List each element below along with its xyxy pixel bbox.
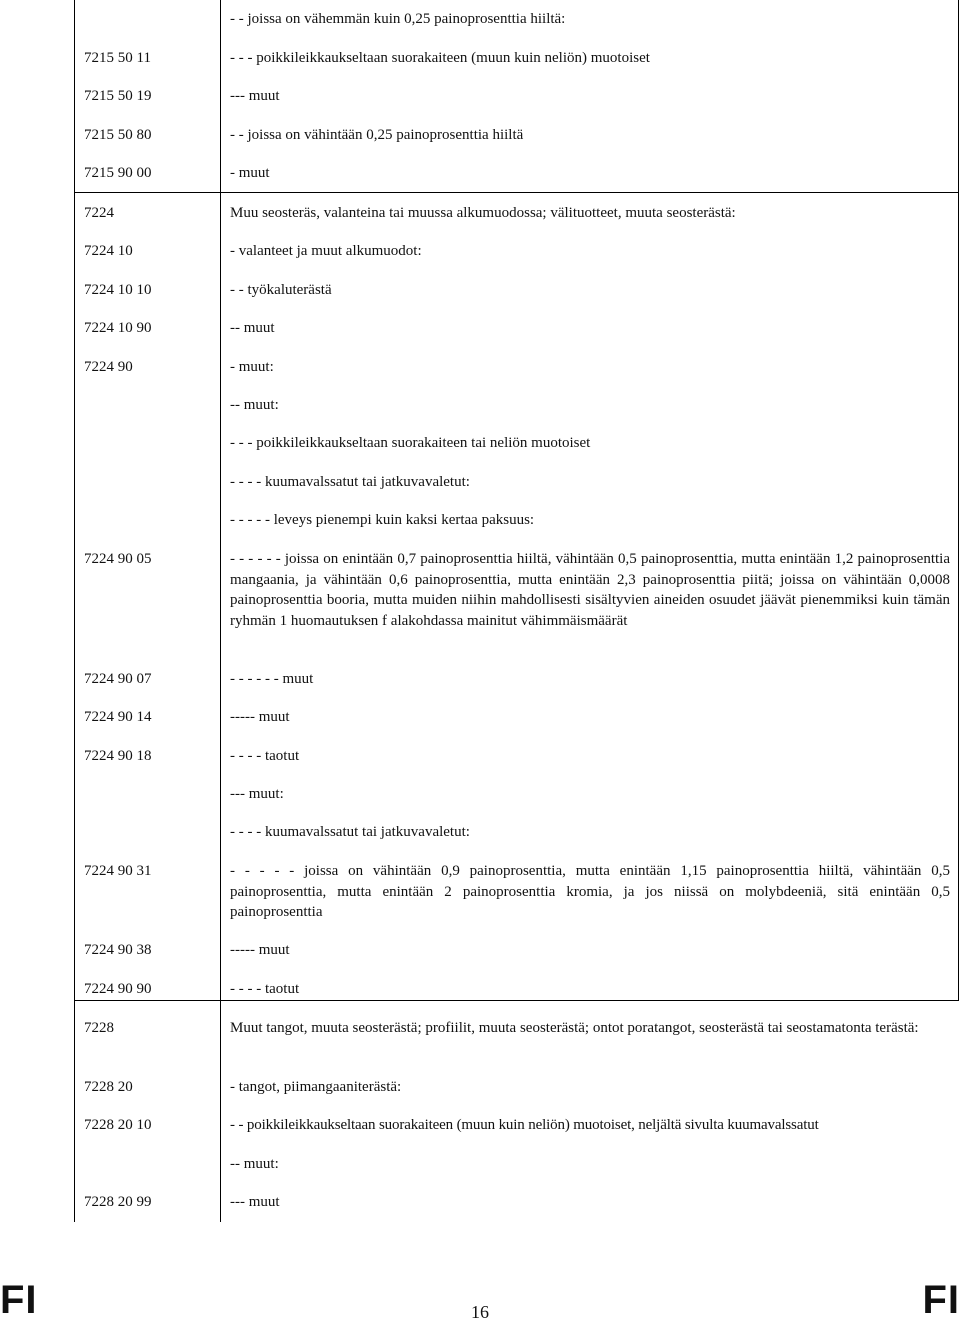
table-left-border (74, 0, 75, 1222)
cn-code: 7224 90 05 (84, 551, 152, 567)
description: - muut: (230, 359, 274, 375)
cn-code: 7215 50 11 (84, 50, 151, 66)
description: -- muut: (230, 397, 279, 413)
description: - - - - - leveys pienempi kuin kaksi kertaa paksuus: (230, 512, 535, 528)
cn-code: 7224 90 38 (84, 942, 152, 958)
description: - - työkaluterästä (230, 282, 332, 298)
cn-code: 7228 20 (84, 1079, 133, 1095)
description: Muut tangot, muuta seosterästä; profiilit, muuta seosterästä; ontot poratangot, seosterästä tai seostamatonta terästä: (230, 1020, 919, 1036)
description: - - - - - - joissa on enintään 0,7 painoprosenttia hiiltä, vähintään 0,5 painoprosenttia, mutta enintään 1,2 painoprosenttia mangaania, ja vähintään 0,6 painoprosenttia, mutta enintään 2,3 painoprosenttia piitä; joissa on vähintään 0,0008 painoprosenttia booria, mutta muiden niihin mahdollisesti sisältyvien aineiden osuudet jäävät pienemmiksi kuin tämän ryhmän 1 huomautuksen f alakohdassa mainitut vähimmäismäärät (230, 551, 950, 629)
cn-code: 7224 90 18 (84, 748, 152, 764)
cn-code: 7224 90 90 (84, 981, 152, 997)
description: --- muut (230, 88, 280, 104)
language-mark-left: FI (0, 1278, 38, 1322)
description: ----- muut (230, 709, 290, 725)
description: - - - - taotut (230, 981, 300, 997)
description: - - - - taotut (230, 748, 300, 764)
cn-code: 7215 90 00 (84, 165, 152, 181)
description: Muu seosteräs, valanteina tai muussa alkumuodossa; välituotteet, muuta seosterästä: (230, 205, 736, 221)
table-right-border (958, 0, 959, 1001)
table-row-divider (74, 1000, 959, 1001)
description: -- muut: (230, 1156, 279, 1172)
cn-code: 7224 90 31 (84, 863, 152, 879)
cn-code: 7224 (84, 205, 114, 221)
table-row-divider (74, 192, 959, 193)
description: - - - - - joissa on vähintään 0,9 painoprosenttia, mutta enintään 1,15 painoprosenttia hiiltä, vähintään 0,5 painoprosenttia, mutta enintään 2 painoprosenttia kromia, ja jos niissä on molybdeeniä, sitä enintään 0,5 painoprosenttia (230, 863, 950, 920)
description: - - - - kuumavalssatut tai jatkuvavaletut: (230, 824, 470, 840)
description: --- muut: (230, 786, 284, 802)
description: - - poikkileikkaukseltaan suorakaiteen (muun kuin neliön) muotoiset, neljältä sivulta kuumavalssatut (230, 1117, 819, 1133)
description: - muut (230, 165, 270, 181)
description: - - joissa on vähemmän kuin 0,25 painoprosenttia hiiltä: (230, 11, 566, 27)
language-mark-right: FI (922, 1278, 960, 1322)
description: ----- muut (230, 942, 290, 958)
cn-code: 7224 10 90 (84, 320, 152, 336)
column-divider (220, 0, 221, 1222)
description: - - - - kuumavalssatut tai jatkuvavaletut: (230, 474, 470, 490)
description: - - joissa on vähintään 0,25 painoprosenttia hiiltä (230, 127, 524, 143)
cn-code: 7228 20 10 (84, 1117, 152, 1133)
tariff-table (74, 0, 959, 1222)
cn-code: 7228 20 99 (84, 1194, 152, 1210)
description: - - - - - - muut (230, 671, 314, 687)
page-number: 16 (471, 1302, 489, 1322)
description: - valanteet ja muut alkumuodot: (230, 243, 422, 259)
cn-code: 7224 10 (84, 243, 133, 259)
description: - - - poikkileikkaukseltaan suorakaiteen (muun kuin neliön) muotoiset (230, 50, 650, 66)
description: - - - poikkileikkaukseltaan suorakaiteen tai neliön muotoiset (230, 435, 591, 451)
description: --- muut (230, 1194, 280, 1210)
cn-code: 7224 90 07 (84, 671, 152, 687)
description: -- muut (230, 320, 275, 336)
description: - tangot, piimangaaniterästä: (230, 1079, 402, 1095)
cn-code: 7224 90 14 (84, 709, 152, 725)
cn-code: 7215 50 80 (84, 127, 152, 143)
cn-code: 7224 10 10 (84, 282, 152, 298)
cn-code: 7228 (84, 1020, 114, 1036)
cn-code: 7215 50 19 (84, 88, 152, 104)
cn-code: 7224 90 (84, 359, 133, 375)
